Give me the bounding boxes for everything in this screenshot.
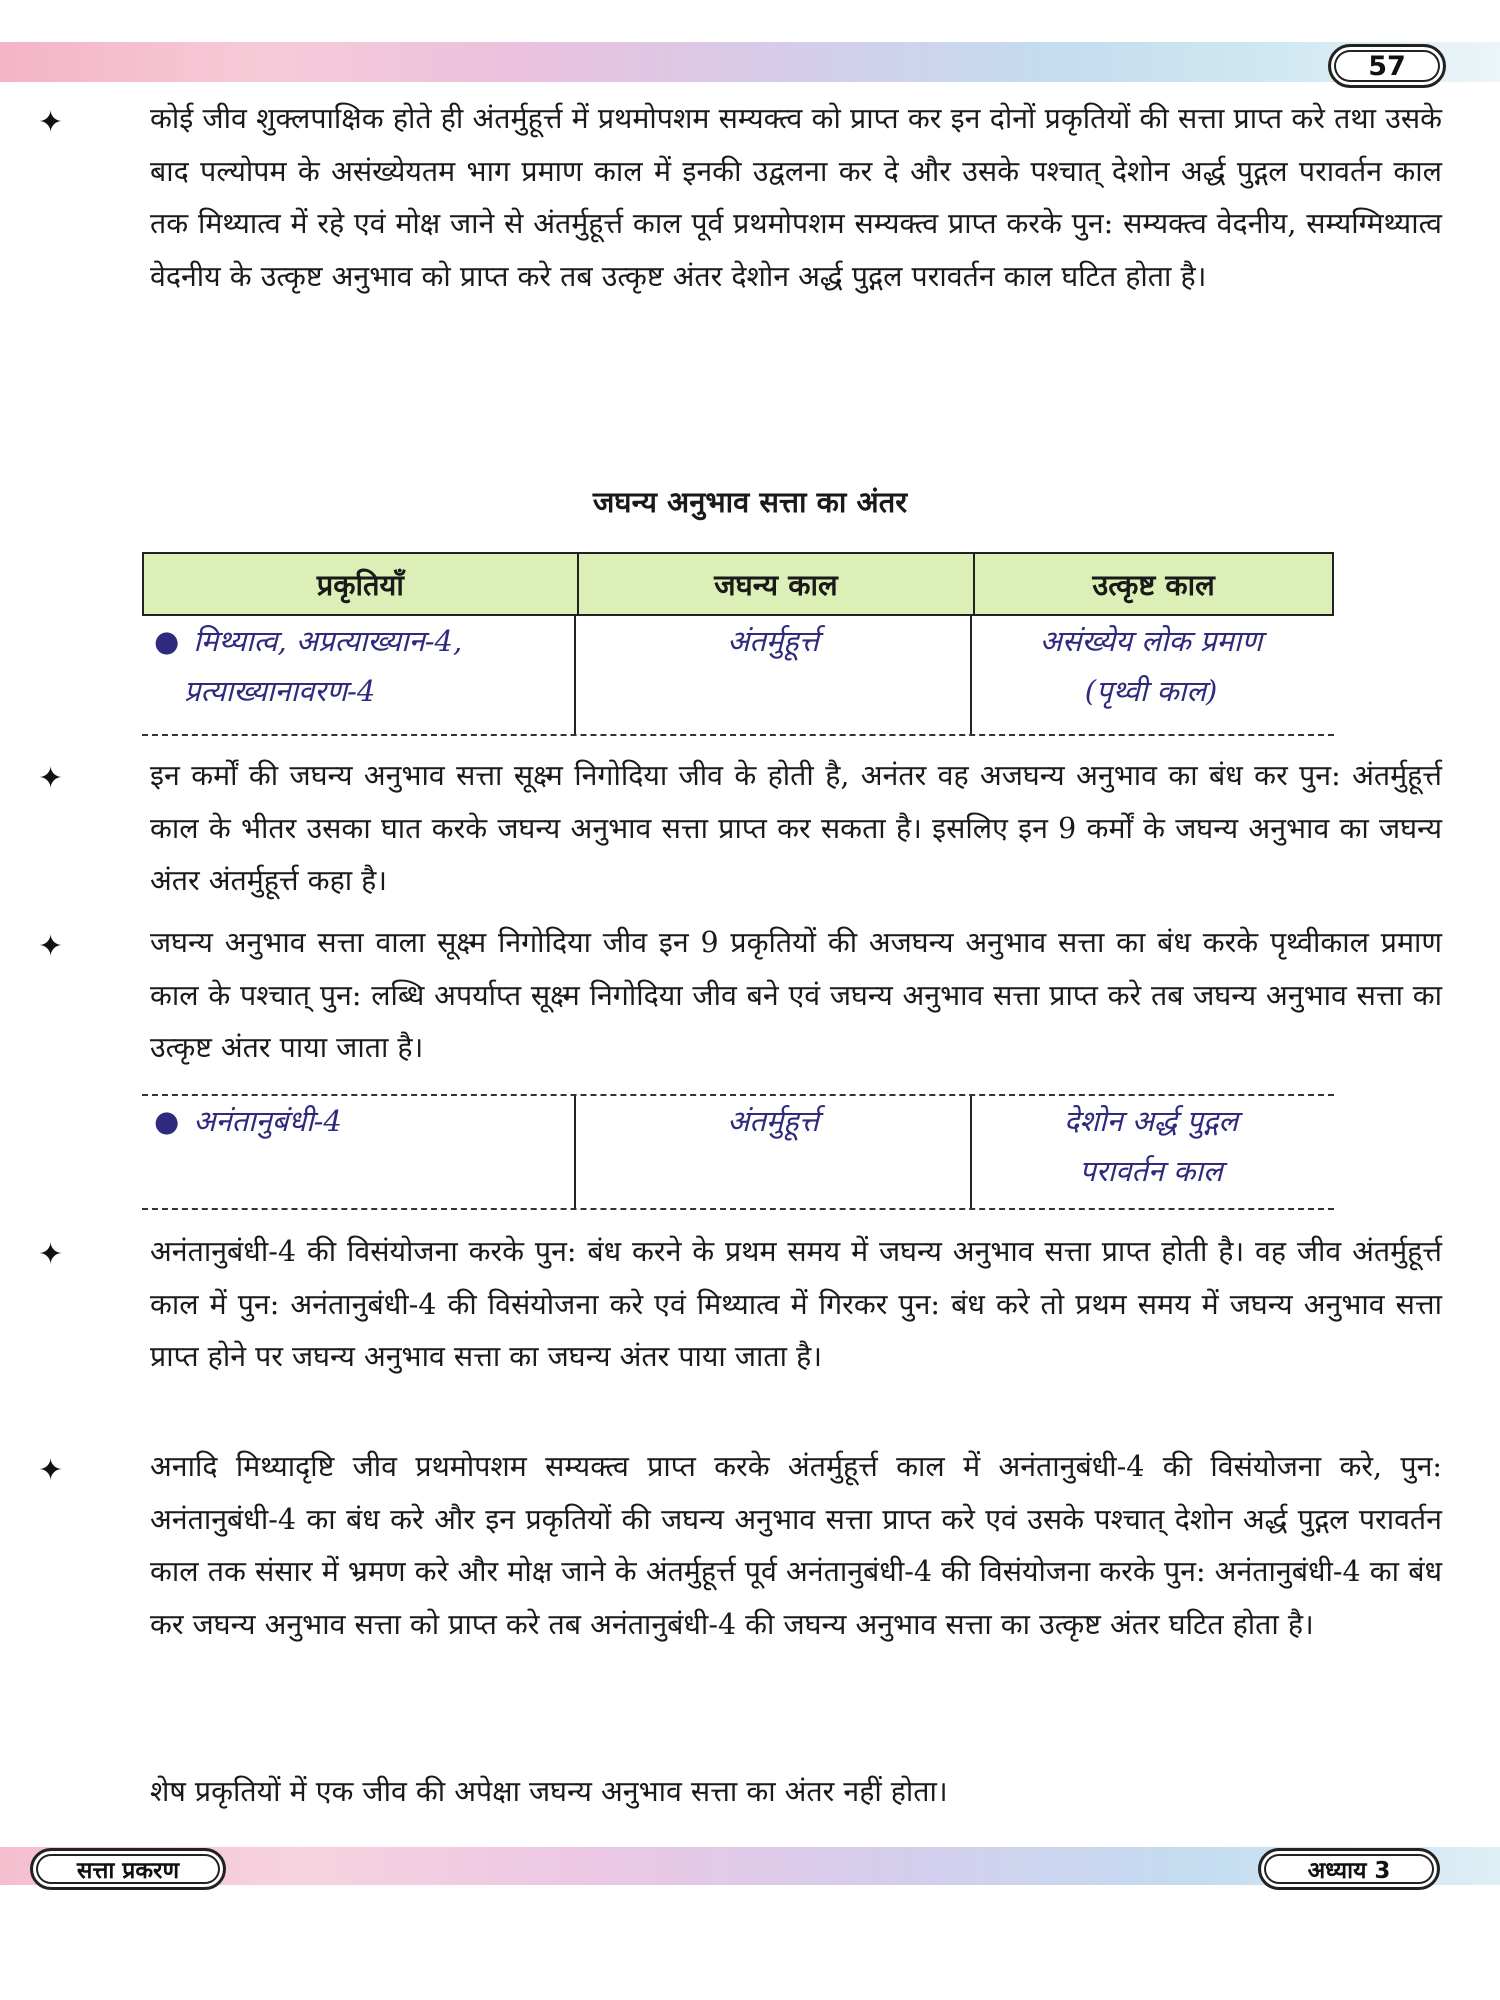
bullet-icon: ✦: [38, 1237, 64, 1272]
header-prakriti: प्रकृतियाँ: [144, 554, 579, 614]
bullet-dot-icon: ●: [154, 624, 180, 658]
row2-prakriti: [142, 1096, 576, 1208]
table-divider: [142, 734, 1334, 736]
bullet-icon: ✦: [38, 1453, 64, 1488]
table-row: [142, 1096, 1334, 1208]
row1-prakriti-line1: मिथ्यात्व, अप्रत्याख्यान-4,: [193, 624, 463, 658]
page-number: 57: [1328, 44, 1446, 88]
paragraph-6: शेष प्रकृतियों में एक जीव की अपेक्षा जघन्य अनुभाव सत्ता का अंतर नहीं होता।: [150, 1775, 948, 1808]
header-utkrisht: उत्कृष्ट काल: [1092, 567, 1215, 602]
paragraph-1: कोई जीव शुक्लपाक्षिक होते ही अंतर्मुहूर्त्त में प्रथमोपशम सम्यक्त्व को प्राप्त कर इन दोनों प्रकृतियों की सत्ता प्राप्त करे तथा उसके बाद पल्योपम के असंख्येयतम भाग प्रमाण काल में इनकी उद्वलना कर दे और उसके पश्चात् देशोन अर्द्ध पुद्गल परावर्तन काल तक मिथ्यात्व में रहे एवं मोक्ष जाने से अंतर्मुहूर्त्त काल पूर्व प्रथमोपशम सम्यक्त्व प्राप्त करके पुन: सम्यक्त्व वेदनीय, सम्यग्मिथ्यात्व वेदनीय के उत्कृष्ट अनुभाव को प्राप्त करे तब उत्कृष्ट अंतर देशोन अर्द्ध पुद्गल परावर्तन काल घटित होता है।: [150, 102, 1442, 293]
bullet-icon: ✦: [38, 761, 64, 796]
row1-prakriti-line2: प्रत्याख्यानावरण-4: [184, 674, 376, 708]
row2-jaghanya: अंतर्मुहूर्त्त: [576, 1096, 972, 1208]
header-jaghanya: जघन्य काल: [579, 554, 976, 614]
row1-utkrisht-line1: असंख्येय लोक प्रमाण: [1039, 624, 1263, 658]
paragraph-2: इन कर्मों की जघन्य अनुभाव सत्ता सूक्ष्म निगोदिया जीव के होती है, अनंतर वह अजघन्य अनुभाव का बंध कर पुन: अंतर्मुहूर्त्त काल के भीतर उसका घात करके जघन्य अनुभाव सत्ता प्राप्त कर सकता है। इसलिए इन 9 कर्मों के जघन्य अनुभाव का जघन्य अंतर अंतर्मुहूर्त्त कहा है।: [150, 759, 1442, 897]
footer-chapter: अध्याय 3: [1258, 1848, 1440, 1890]
row1-jaghanya: अंतर्मुहूर्त्त: [576, 616, 972, 734]
paragraph-3: जघन्य अनुभाव सत्ता वाला सूक्ष्म निगोदिया जीव इन 9 प्रकृतियों की अजघन्य अनुभाव सत्ता का बंध करके पृथ्वीकाल प्रमाण काल के पश्चात् पुन: लब्धि अपर्याप्त सूक्ष्म निगोदिया जीव बने एवं जघन्य अनुभाव सत्ता प्राप्त करे तब जघन्य अनुभाव सत्ता का उत्कृष्ट अंतर पाया जाता है।: [150, 926, 1442, 1064]
bullet-dot-icon: ●: [154, 1104, 180, 1138]
row2-utkrisht-line2: परावर्तन काल: [1079, 1154, 1223, 1188]
table-title: जघन्य अनुभाव सत्ता का अंतर: [592, 485, 908, 519]
bullet-icon: ✦: [38, 105, 64, 140]
row1-utkrisht-line2: (पृथ्वी काल): [1084, 674, 1218, 708]
bullet-icon: ✦: [38, 929, 64, 964]
table-row: [142, 616, 1334, 734]
table-divider: [142, 1208, 1334, 1210]
row2-utkrisht-line1: देशोन अर्द्ध पुद्गल: [1063, 1104, 1239, 1138]
row2-prakriti-text: अनंतानुबंधी-4: [193, 1104, 342, 1138]
table-header: [142, 552, 1334, 616]
paragraph-5: अनादि मिथ्यादृष्टि जीव प्रथमोपशम सम्यक्त्व प्राप्त करके अंतर्मुहूर्त्त काल में अनंतानुबंधी-4 की विसंयोजना करे, पुन: अनंतानुबंधी-4 का बंध करे और इन प्रकृतियों की जघन्य अनुभाव सत्ता प्राप्त करे एवं उसके पश्चात् देशोन अर्द्ध पुद्गल परावर्तन काल तक संसार में भ्रमण करे और मोक्ष जाने के अंतर्मुहूर्त्त पूर्व अनंतानुबंधी-4 की विसंयोजना करके पुन: अनंतानुबंधी-4 का बंध कर जघन्य अनुभाव सत्ता को प्राप्त करे तब अनंतानुबंधी-4 की जघन्य अनुभाव सत्ता का उत्कृष्ट अंतर घटित होता है।: [150, 1450, 1442, 1641]
top-banner: [0, 42, 1500, 82]
row1-utkrisht: [972, 616, 1330, 734]
paragraph-4: अनंतानुबंधी-4 की विसंयोजना करके पुन: बंध करने के प्रथम समय में जघन्य अनुभाव सत्ता प्राप्त होती है। वह जीव अंतर्मुहूर्त्त काल में पुन: अनंतानुबंधी-4 की विसंयोजना करे एवं मिथ्यात्व में गिरकर पुन: बंध करे तो प्रथम समय में जघन्य अनुभाव सत्ता प्राप्त होने पर जघन्य अनुभाव सत्ता का जघन्य अंतर पाया जाता है।: [150, 1235, 1442, 1373]
row1-prakriti: [142, 616, 576, 734]
footer-book-title: सत्ता प्रकरण: [30, 1848, 226, 1890]
row2-utkrisht: [972, 1096, 1330, 1208]
